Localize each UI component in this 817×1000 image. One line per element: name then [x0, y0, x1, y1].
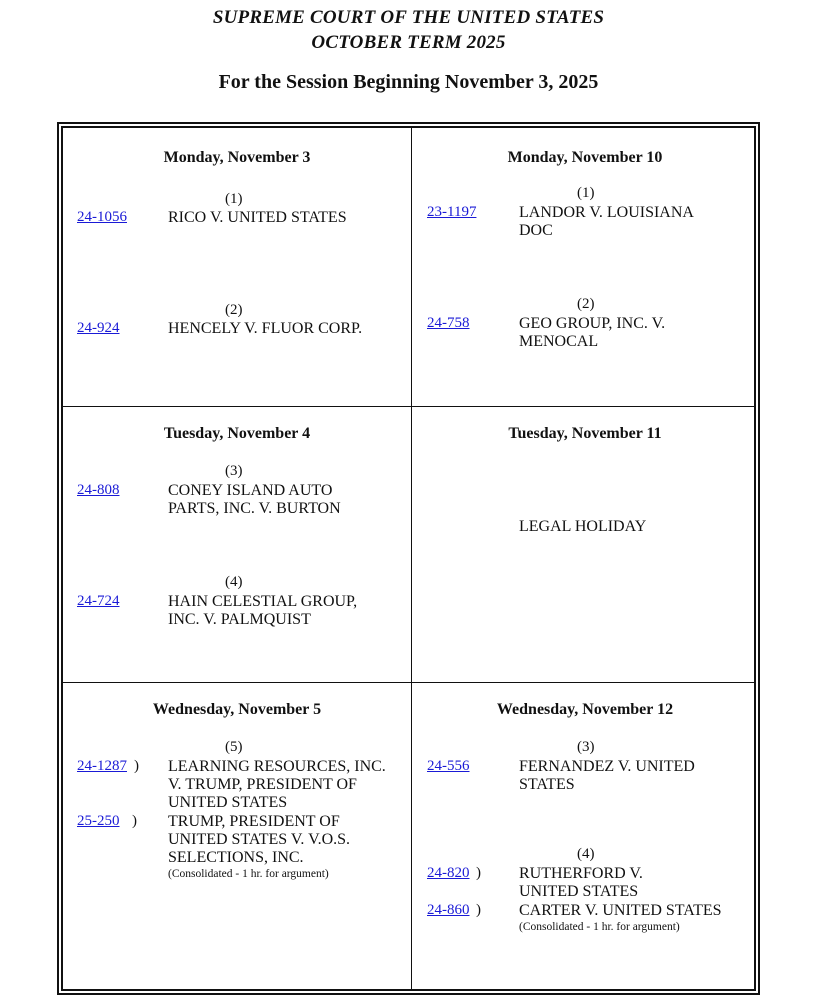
case-name: HENCELY V. FLUOR CORP. [168, 320, 363, 337]
calendar-grid [61, 126, 756, 991]
argument-number: (1) [577, 185, 595, 201]
day-title: Monday, November 10 [507, 149, 663, 166]
docket-link-23-1197[interactable]: 23-1197 [427, 204, 477, 220]
consolidation-bracket: ) [476, 865, 481, 881]
legal-holiday-label: LEGAL HOLIDAY [519, 518, 647, 535]
consolidation-bracket: ) [134, 758, 139, 774]
argument-number: (1) [225, 191, 243, 207]
argument-number: (4) [577, 846, 595, 862]
case-name-line-2: PARTS, INC. V. BURTON [168, 500, 341, 517]
docket-link-24-758[interactable]: 24-758 [427, 315, 470, 331]
case-name-line-1: CONEY ISLAND AUTO [168, 482, 333, 499]
consolidation-bracket: ) [476, 902, 481, 918]
case-name-line-3: UNITED STATES [168, 794, 288, 811]
term-title: OCTOBER TERM 2025 [311, 32, 506, 53]
docket-link-24-860[interactable]: 24-860 [427, 902, 470, 918]
cell-wednesday-nov-5 [63, 683, 411, 993]
case-name-line-1: HAIN CELESTIAL GROUP, [168, 593, 358, 610]
case-name-line-1: FERNANDEZ V. UNITED [519, 758, 695, 775]
argument-number: (2) [577, 296, 595, 312]
cell-wednesday-nov-12 [412, 683, 758, 993]
docket-link-24-1287[interactable]: 24-1287 [77, 758, 127, 774]
case-name-line-3: SELECTIONS, INC. [168, 849, 304, 866]
consolidation-bracket: ) [132, 813, 137, 829]
argument-number: (5) [225, 739, 243, 755]
case-name-line-2: INC. V. PALMQUIST [168, 611, 311, 628]
case-name-line-2: DOC [519, 222, 553, 239]
session-title: For the Session Beginning November 3, 2025 [218, 71, 599, 93]
docket-link-25-250[interactable]: 25-250 [77, 813, 120, 829]
case-name-line-1: LEARNING RESOURCES, INC. [168, 758, 386, 775]
case-name-line-2: UNITED STATES V. V.O.S. [168, 831, 351, 848]
consolidation-note: (Consolidated - 1 hr. for argument) [168, 868, 329, 880]
court-title: SUPREME COURT OF THE UNITED STATES [212, 7, 605, 28]
cell-monday-nov-3 [63, 128, 411, 406]
argument-number: (3) [577, 739, 595, 755]
case-name: CARTER V. UNITED STATES [519, 902, 722, 919]
case-name-line-2: UNITED STATES [519, 883, 639, 900]
case-name-line-1: RUTHERFORD V. [519, 865, 643, 882]
case-name-line-2: MENOCAL [519, 333, 599, 350]
case-name-line-1: GEO GROUP, INC. V. [519, 315, 666, 332]
argument-number: (4) [225, 574, 243, 590]
day-title: Monday, November 3 [163, 149, 311, 166]
case-name-line-2: STATES [519, 776, 575, 793]
argument-number: (3) [225, 463, 243, 479]
argument-number: (2) [225, 302, 243, 318]
docket-link-24-924[interactable]: 24-924 [77, 320, 120, 336]
day-title: Wednesday, November 5 [152, 701, 322, 718]
day-title: Wednesday, November 12 [496, 701, 674, 718]
case-name: RICO V. UNITED STATES [168, 209, 347, 226]
docket-link-24-724[interactable]: 24-724 [77, 593, 120, 609]
cell-monday-nov-10 [412, 128, 758, 406]
case-name-line-1: LANDOR V. LOUISIANA [519, 204, 694, 221]
calendar-table [57, 122, 760, 995]
cell-tuesday-nov-11 [412, 407, 758, 682]
case-name-line-1: TRUMP, PRESIDENT OF [168, 813, 340, 830]
docket-link-24-808[interactable]: 24-808 [77, 482, 120, 498]
docket-link-24-820[interactable]: 24-820 [427, 865, 470, 881]
case-name-line-2: V. TRUMP, PRESIDENT OF [168, 776, 357, 793]
day-title: Tuesday, November 4 [163, 425, 311, 442]
day-title: Tuesday, November 11 [508, 425, 662, 442]
consolidation-note: (Consolidated - 1 hr. for argument) [519, 921, 680, 933]
docket-link-24-556[interactable]: 24-556 [427, 758, 470, 774]
docket-link-24-1056[interactable]: 24-1056 [77, 209, 127, 225]
cell-tuesday-nov-4 [63, 407, 411, 682]
